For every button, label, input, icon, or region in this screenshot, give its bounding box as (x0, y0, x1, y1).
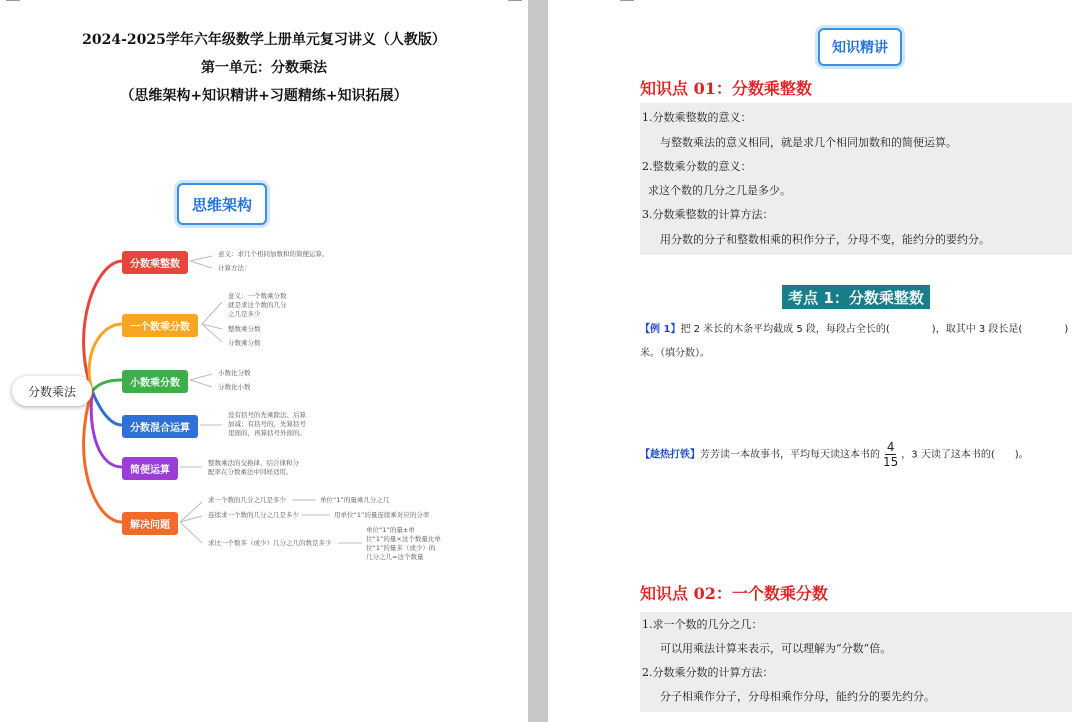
branch-number-times-fraction: 一个数乘分数 (122, 314, 198, 337)
branch-note: 位“1”的量多（或少）的 (366, 544, 436, 552)
page-corner-mark (6, 0, 20, 4)
practice-text-b: ，3 天读了这本书的( (901, 449, 995, 461)
kp1-line: 2.整数乘分数的意义： (642, 160, 752, 173)
mind-map (0, 230, 528, 570)
branch-note: 分数乘分数 (228, 339, 261, 347)
right-document-page (548, 0, 1080, 722)
kp2-line: 2.分数乘分数的计算方法： (642, 666, 774, 679)
example-text-a: 把 2 米长的木条平均截成 5 段，每段占全长的( (680, 324, 890, 335)
practice-question (640, 440, 1029, 469)
kp1-line: 1.分数乘整数的意义： (642, 111, 752, 124)
branch-note: 整数乘法的交换律、结合律和分 (208, 459, 299, 467)
branch-note: 求一个数的几分之几是多少 (208, 496, 286, 504)
exam-point-1-title: 考点 1：分数乘整数 (782, 285, 930, 309)
left-document-page (0, 0, 528, 722)
page-corner-mark (508, 0, 522, 4)
unit-title: 第一单元：分数乘法 (201, 60, 327, 76)
example-1-line1 (640, 320, 1068, 335)
practice-text-a: 芳芳读一本故事书，平均每天读这本书的 (700, 449, 880, 461)
branch-note: 就是求这个数的几分 (228, 301, 287, 309)
kp2-line: 1.求一个数的几分之几： (642, 618, 763, 631)
branch-problem-solving: 解决问题 (122, 512, 178, 535)
example-1-line2: 米。（填分数）。 (640, 348, 710, 359)
kp2-line: 可以用乘法计算来表示，可以理解为“分数”倍。 (660, 642, 892, 655)
page-corner-mark (620, 0, 634, 4)
section-banner-knowledge: 知识精讲 (818, 28, 902, 66)
branch-mixed-operations: 分数混合运算 (122, 415, 198, 438)
branch-note: 意义：求几个相同加数和的简便运算。 (218, 250, 329, 258)
branch-note: 计算方法： (218, 264, 251, 272)
branch-note: 连续求一个数的几分之几是多少 (208, 511, 299, 519)
branch-note: 配率在分数乘法中同样适用。 (208, 468, 293, 476)
branch-note: 没有括号的先乘除法、后算 (228, 411, 306, 419)
branch-note: 里面的，再算括号外面的。 (228, 429, 306, 437)
branch-simplified-calculation: 简便运算 (122, 457, 178, 480)
branch-note: 用单位“1”的量连续乘对应的分率 (334, 511, 430, 519)
knowledge-point-1-box (640, 103, 1072, 255)
kp1-line: 求这个数的几分之几是多少。 (648, 184, 791, 197)
branch-note: 求比一个数多（或少）几分之几的数是多少 (208, 539, 332, 547)
example-text-b: )，取其中 3 段长是( (931, 324, 1023, 335)
branch-note: 意义：一个数乘分数 (228, 292, 287, 300)
branch-note: 加减；有括号的，先算括号 (228, 420, 306, 428)
branch-note: 之几是多少 (228, 310, 261, 318)
branch-decimal-times-fraction: 小数乘分数 (122, 370, 188, 393)
knowledge-point-2-box (640, 612, 1072, 712)
practice-tag: 【趁热打铁】 (640, 449, 700, 461)
example-tag: 【例 1】 (640, 324, 681, 335)
kp1-line: 用分数的分子和整数相乘的积作分子，分母不变，能约分的要约分。 (660, 233, 990, 246)
branch-note: 单位“1”的量±单 (366, 526, 415, 534)
mind-map-center-node: 分数乘法 (12, 376, 92, 406)
branch-note: 整数乘分数 (228, 325, 261, 333)
branch-note: 单位“1”的量乘几分之几 (320, 496, 390, 504)
branch-note: 分数化小数 (218, 383, 251, 391)
branch-note: 位“1”的量×这个数量比单 (366, 535, 441, 543)
example-text-c: ) (1064, 324, 1069, 335)
fraction-denominator: 15 (883, 455, 899, 469)
knowledge-point-1-title: 知识点 01：分数乘整数 (640, 79, 812, 98)
fraction-numerator: 4 (886, 440, 895, 454)
kp1-line: 与整数乘法的意义相同，就是求几个相同加数和的简便运算。 (660, 136, 957, 149)
knowledge-point-2-title: 知识点 02：一个数乘分数 (640, 584, 828, 603)
kp2-line: 分子相乘作分子，分母相乘作分母，能约分的要先约分。 (660, 690, 935, 703)
section-banner-mindmap: 思维架构 (177, 183, 267, 225)
branch-fraction-times-integer: 分数乘整数 (122, 251, 188, 274)
branch-note: 几分之几=这个数量 (366, 553, 424, 561)
kp1-line: 3.分数乘整数的计算方法： (642, 208, 774, 221)
subtitle: （思维架构+知识精讲+习题精练+知识拓展） (120, 88, 408, 104)
document-title: 2024-2025学年六年级数学上册单元复习讲义（人教版） (82, 32, 446, 48)
practice-text-c: )。 (1014, 449, 1029, 461)
fraction-four-fifteenths (883, 440, 898, 469)
branch-note: 小数化分数 (218, 369, 251, 377)
